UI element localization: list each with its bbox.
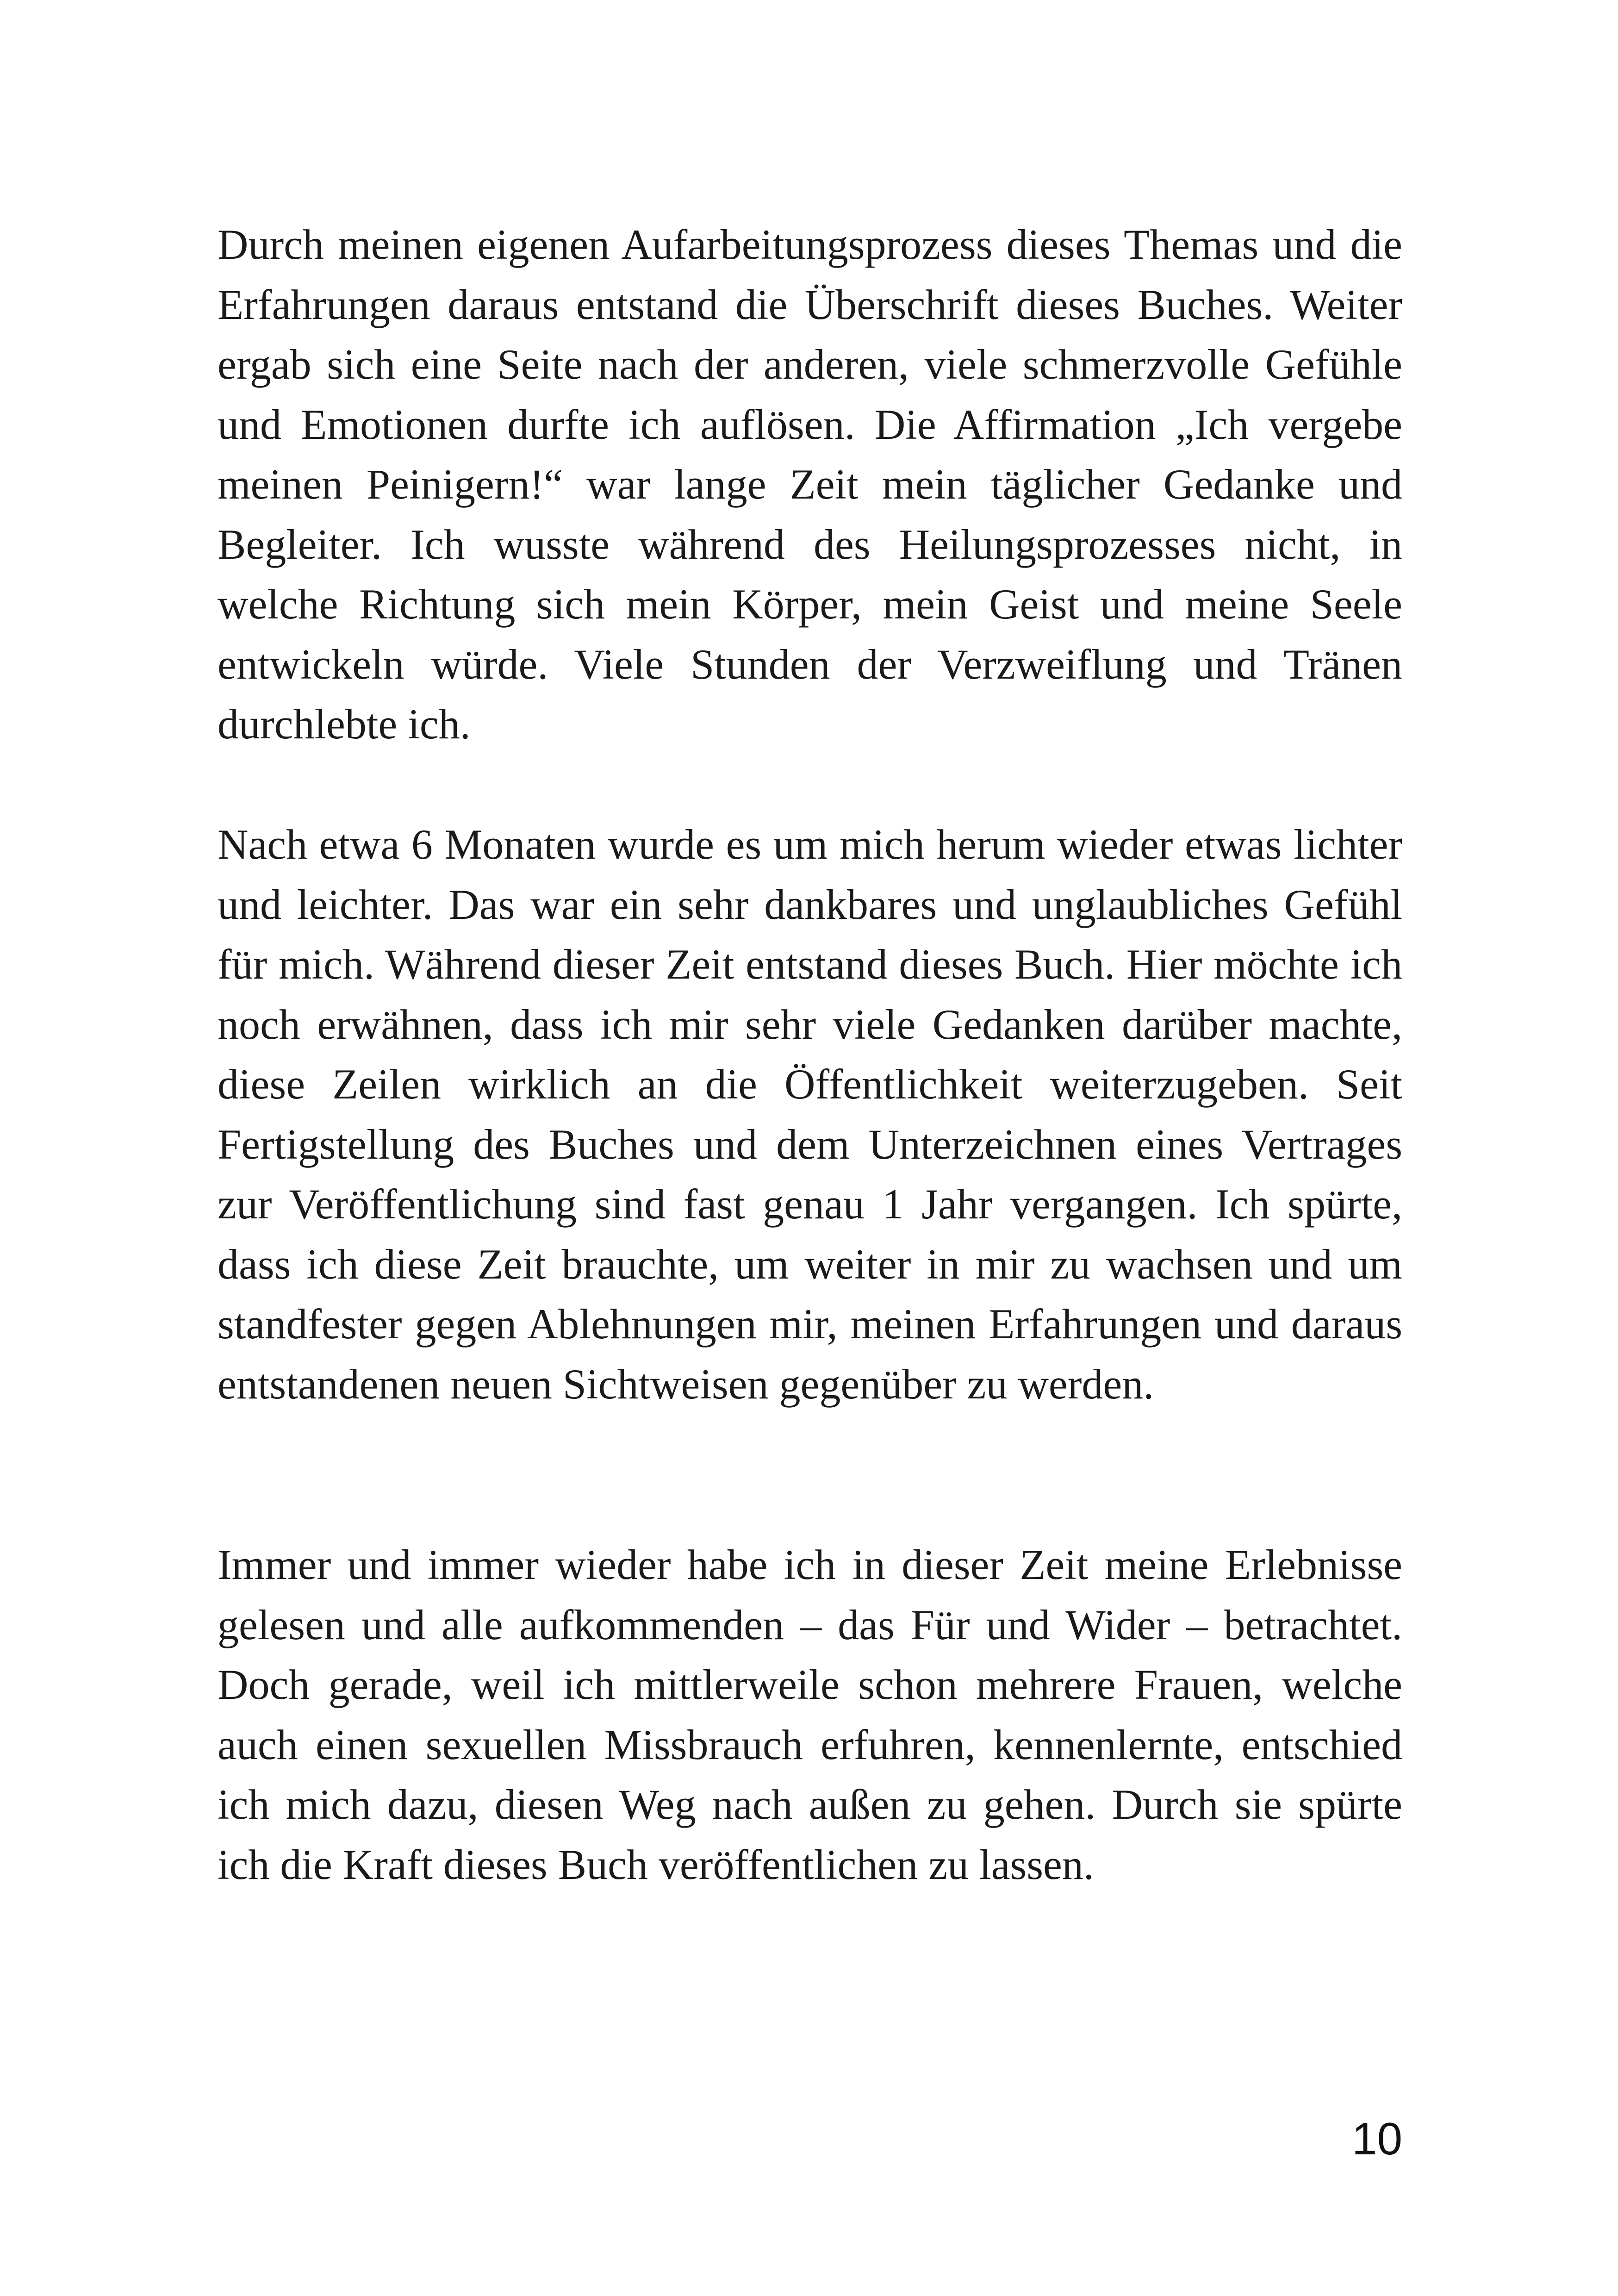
- page-number: 10: [1351, 2113, 1402, 2164]
- body-paragraph-1: Durch meinen eigenen Aufarbeitungsprozess dieses Themas und die Erfahrungen daraus entstand die Überschrift dieses Buches. Weiter ergab sich eine Seite nach der anderen, viele schmerzvolle Gefühle und Emotionen durfte ich auflösen. Die Affirmation „Ich vergebe meinen Peinigern!“ war lange Zeit mein täglicher Gedanke und Begleiter. Ich wusste während des Heilungsprozesses nicht, in welche Richtung sich mein Körper, mein Geist und meine Seele entwickeln würde. Viele Stunden der Verzweiflung und Tränen durchlebte ich.: [218, 221, 1402, 748]
- body-paragraph-2: Nach etwa 6 Monaten wurde es um mich herum wieder etwas lichter und leichter. Das war ein sehr dankbares und unglaubliches Gefühl für mich. Während dieser Zeit entstand dieses Buch. Hier möchte ich noch erwähnen, dass ich mir sehr viele Gedanken darüber machte, diese Zeilen wirklich an die Öffentlichkeit weiterzugeben. Seit Fertigstellung des Buches und dem Unterzeichnen eines Vertrages zur Veröffentlichung sind fast genau 1 Jahr vergangen. Ich spürte, dass ich diese Zeit brauchte, um weiter in mir zu wachsen und um standfester gegen Ablehnungen mir, meinen Erfahrungen und daraus entstandenen neuen Sichtweisen gegenüber zu werden.: [218, 821, 1402, 1408]
- body-paragraph-3: Immer und immer wieder habe ich in dieser Zeit meine Erlebnisse gelesen und alle aufkommenden – das Für und Wider – betrachtet. Doch gerade, weil ich mittlerweile schon mehrere Frauen, welche auch einen sexuellen Missbrauch erfuhren, kennenlernte, entschied ich mich dazu, diesen Weg nach außen zu gehen. Durch sie spürte ich die Kraft dieses Buch veröffentlichen zu lassen.: [218, 1541, 1402, 1888]
